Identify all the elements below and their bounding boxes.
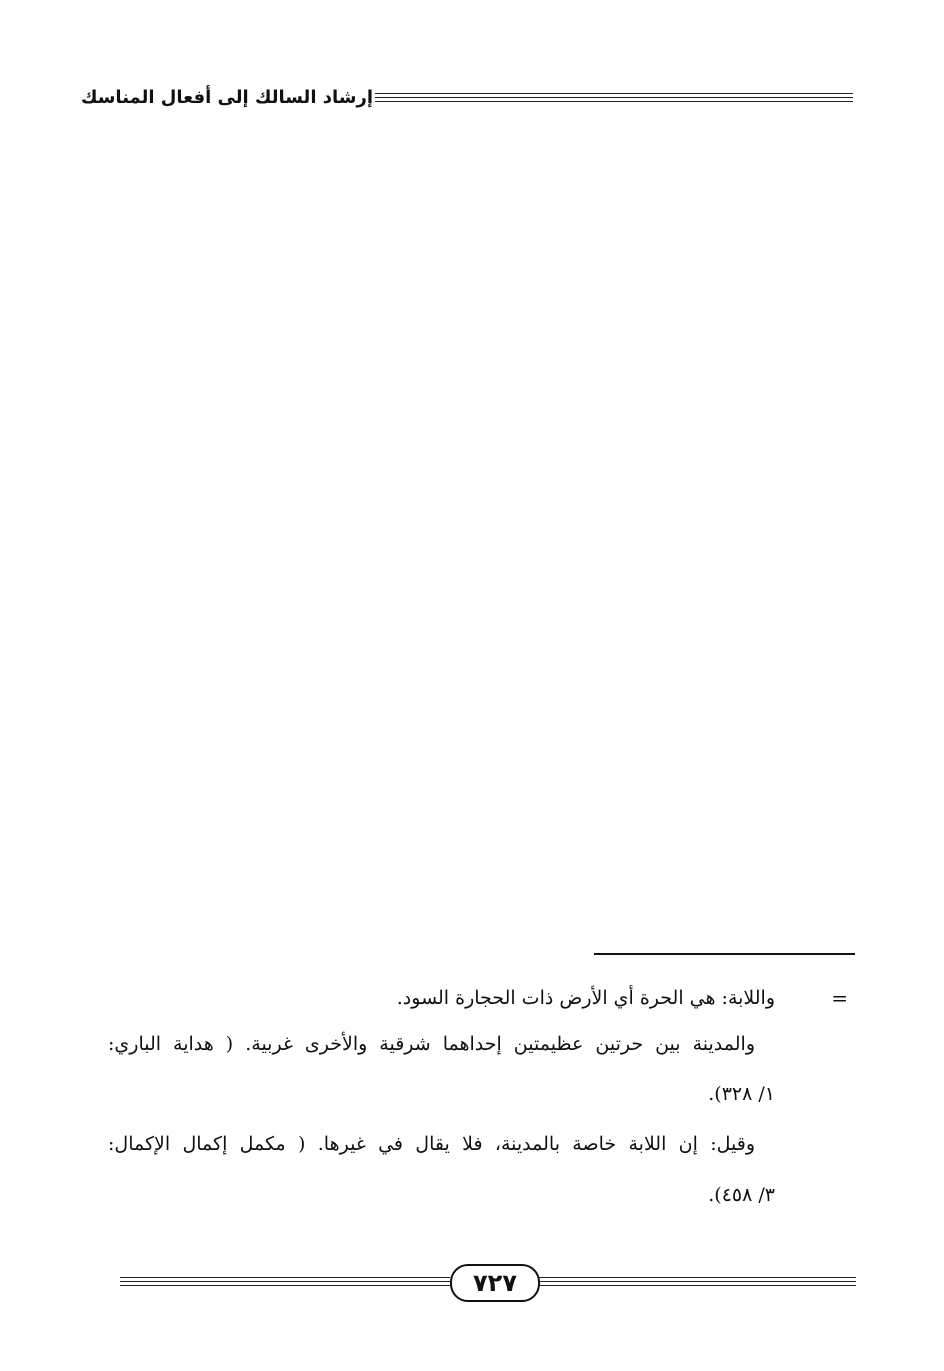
footer-rule [120, 1281, 450, 1282]
header-rule [375, 97, 853, 98]
footnote-continuation-mark: = [831, 986, 848, 1010]
footer-rule [538, 1285, 856, 1286]
footer-rule [538, 1277, 856, 1278]
footer-rule [120, 1285, 450, 1286]
footnote-line: والمدينة بين حرتين عظيمتين إحداهما شرقية والأخرى غربية. ( هداية الباري: [108, 1033, 755, 1055]
page-footer [120, 1262, 856, 1302]
running-header [80, 84, 853, 114]
footnote-separator [594, 953, 855, 955]
header-rule [375, 93, 853, 94]
header-rule [375, 101, 853, 102]
footnote-line: ٣/ ٤٥٨). [708, 1184, 775, 1206]
footer-rule [120, 1277, 450, 1278]
footnote-line: ١/ ٣٢٨). [708, 1083, 775, 1105]
book-title: إرشاد السالك إلى أفعال المناسك [80, 87, 373, 108]
footer-rule [538, 1281, 856, 1282]
footnote-line: وقيل: إن اللابة خاصة بالمدينة، فلا يقال في غيرها. ( مكمل إكمال الإكمال: [108, 1133, 755, 1155]
footnote-line: واللابة: هي الحرة أي الأرض ذات الحجارة السود. [396, 987, 775, 1009]
page-number: ٧٢٧ [450, 1264, 540, 1302]
